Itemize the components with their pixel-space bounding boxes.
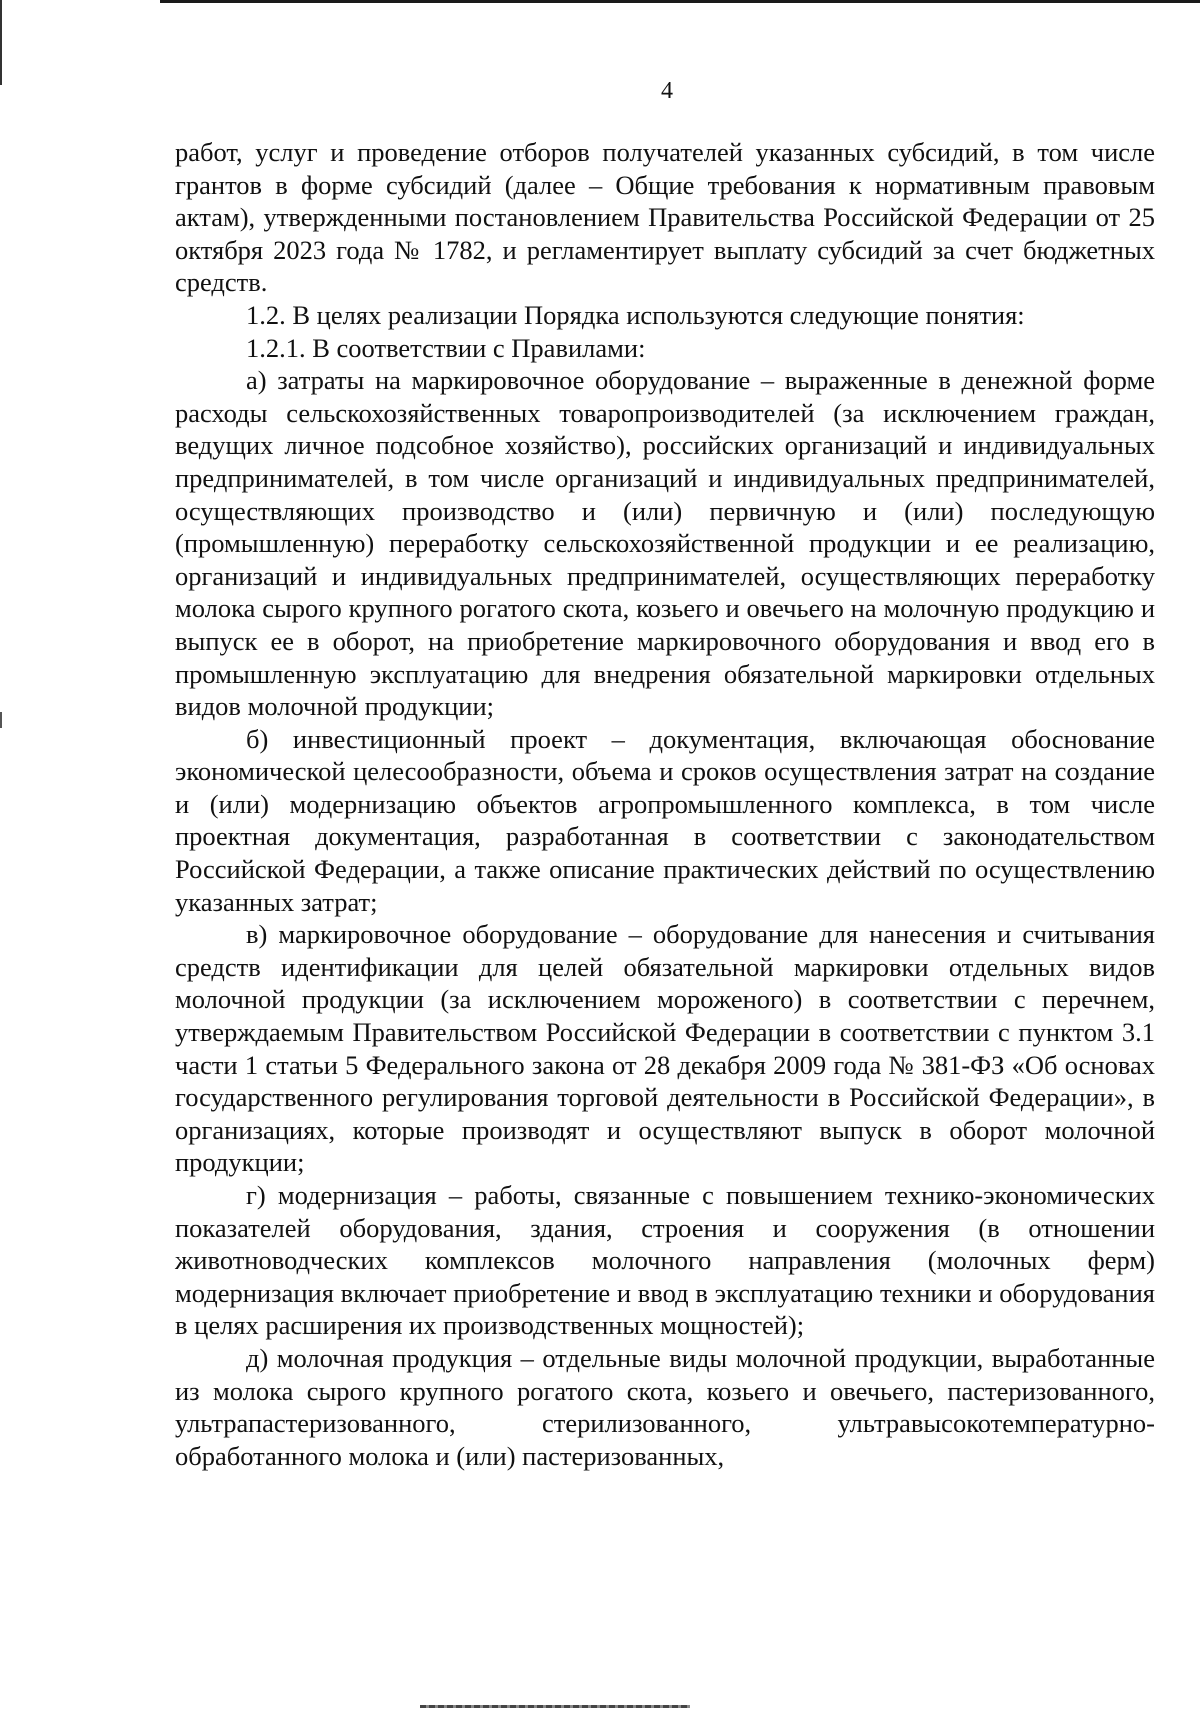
paragraph-continuation: работ, услуг и проведение отборов получателей указанных субсидий, в том числе грантов в форме субсидий (далее – Общие требования к нормативным правовым актам), утвержденными постановлением Правительства Российской Федерации от 25 октября 2023 года № 1782, и регламентирует выплату субсидий за счет бюджетных средств. [175, 137, 1155, 298]
paragraph-item-d: д) молочная продукция – отдельные виды молочной продукции, выработанные из молока сырого крупного рогатого скота, козьего и овечьего, пастеризованного, ультрапастеризованного, стерилизованного, ультравысокотемпературно-обработанного молока и (или) пастеризованных, [175, 1342, 1155, 1471]
paragraph-item-v: в) маркировочное оборудование – оборудование для нанесения и считывания средств идентификации для целей обязательной маркировки отдельных видов молочной продукции (за исключением мороженого) в соответствии с перечнем, утверждаемым Правительством Российской Федерации в соответствии с пунктом 3.1 части 1 статьи 5 Федерального закона от 28 декабря 2009 года № 381-ФЗ «Об основах государственного регулирования торговой деятельности в Российской Федерации», в организациях, которые производят и осуществляют выпуск в оборот молочной продукции; [175, 919, 1155, 1178]
scan-left-mark [0, 712, 2, 728]
page-number: 4 [661, 78, 673, 104]
scan-top-border [160, 0, 1200, 3]
paragraph-item-a: а) затраты на маркировочное оборудование – выраженные в денежной форме расходы сельскохозяйственных товаропроизводителей (за исключением граждан, ведущих личное подсобное хозяйство), российских организаций и индивидуальных предпринимателей, в том числе организаций и индивидуальных предпринимателей, осуществляющих производство и (или) первичную и (или) последующую (промышленную) переработку сельскохозяйственной продукции и ее реализацию, организаций и индивидуальных предпринимателей, осуществляющих переработку молока сырого крупного рогатого скота, козьего и овечьего на молочную продукцию и выпуск ее в оборот, на приобретение маркировочного оборудования и ввод его в промышленную эксплуатацию для внедрения обязательной маркировки отдельных видов молочной продукции; [175, 365, 1155, 722]
paragraph-1-2: 1.2. В целях реализации Порядка используются следующие понятия: [246, 299, 1025, 330]
scan-left-border [0, 0, 2, 85]
paragraph-item-g: г) модернизация – работы, связанные с повышением технико-экономических показателей оборудования, здания, строения и сооружения (в отношении животноводческих комплексов молочного направления (молочных ферм) модернизация включает приобретение и ввод в эксплуатацию техники и оборудования в целях расширения их производственных мощностей); [175, 1180, 1155, 1341]
paragraph-1-2-1: 1.2.1. В соответствии с Правилами: [246, 332, 646, 363]
document-body [175, 136, 1155, 1472]
paragraph-item-b: б) инвестиционный проект – документация, включающая обоснование экономической целесообразности, объема и сроков осуществления затрат на создание и (или) модернизацию объектов агропромышленного комплекса, в том числе проектная документация, разработанная в соответствии с законодательством Российской Федерации, а также описание практических действий по осуществлению указанных затрат; [175, 723, 1155, 917]
scan-bottom-mark [420, 1705, 690, 1708]
